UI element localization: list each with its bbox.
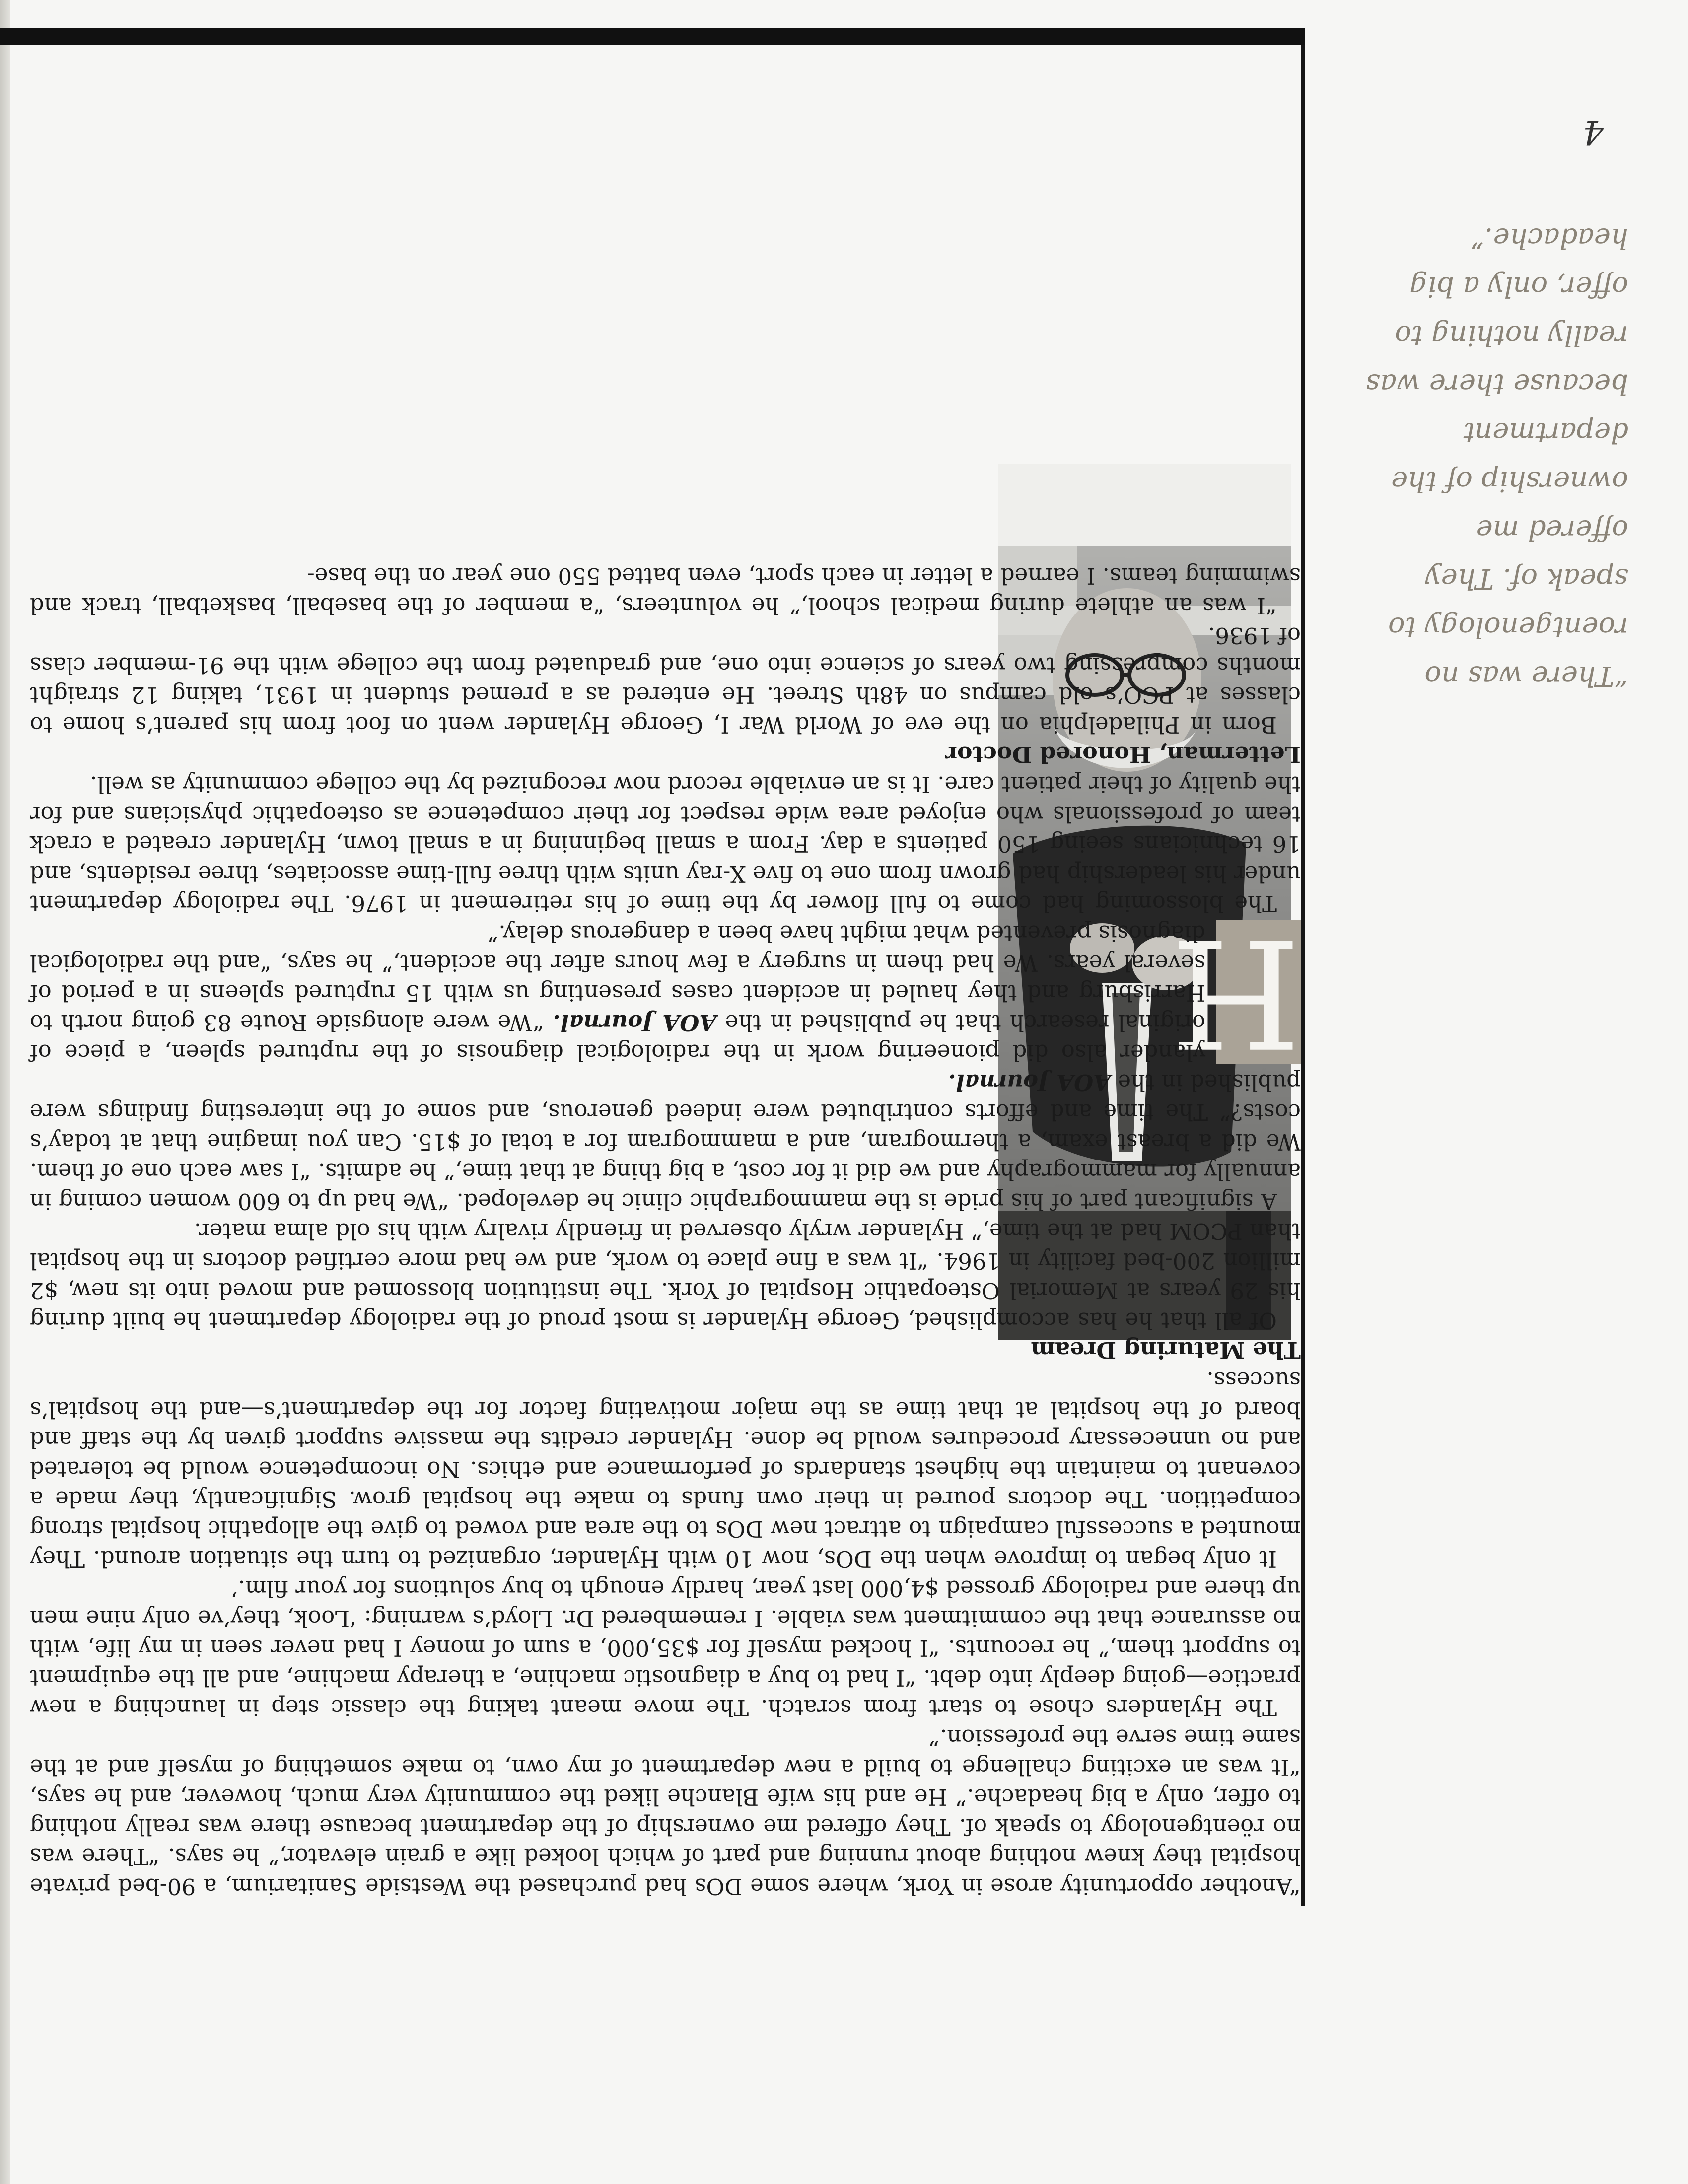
paragraph: It only began to improve when the DOs, now 10 with Hylander, organized to turn the situation around. They mounted a successful campaign to attract new DOs to the area and vowed to give the allopathic hospital strong competition. The doctors poured in their own funds to make the hospital grow. Significantly, they made a covenant to maintain the highest standards of performance and ethics. No incompetence would be tolerated and no unnecessary procedures would be done. Hylander credits the massive support given by the staff and board of the hospital at that time as the major motivating factor for the department’s—and the hospital’s success. xyxy=(30,1367,1301,1572)
paragraph: The Hylanders chose to start from scratch. The move meant taking the classic step in launching a new practice—going deeply into debt. “I had to buy a diagnostic machine, a therapy machine, and all the equipment to support them,” he recounts. “I hocked myself for $35,000, a sum of money I had never seen in my life, with no assurance that the commitment was viable. I remembered Dr. Lloyd’s warning: ‘Look, they’ve only nine men up there and radiology grossed $4,000 last year, hardly enough to buy solutions for your film.’ xyxy=(30,1575,1301,1721)
paragraph: Of all that he has accomplished, George Hylander is most proud of the radiology department he built during his 29 years at Memorial Osteopathic Hospital of York. The institution blossomed and moved into its new, $2 million 200-bed facility in 1964. “It was a fine place to work, and we had more certified doctors in the hospital than PCOM had at the time,” Hylander wryly observed in friendly rivalry with his old alma mater. xyxy=(30,1218,1301,1334)
page-number: 4 xyxy=(1583,113,1604,151)
paragraph: “I was an athlete during medical school,” he volunteers, “a member of the baseball, basketball, track and swimming teams. I earned a letter in each sport, even batted 550 one year on the base- xyxy=(30,563,1301,619)
paragraph: “Another opportunity arose in York, where some DOs had purchased the Westside Sanitarium, a 90-bed private hospital they knew nothing about running and part of which looked like a grain elevator,” he says. “There was no röentgenology to speak of. They offered me ownership of the department because there was really nothing to offer, only a big headache.” He and his wife Blanche liked the community very much, however, and he says, “It was an exciting challenge to build a new department of my own, to make something of myself and at the same time serve the profession.” xyxy=(30,1724,1301,1900)
paragraph: Born in Philadelphia on the eve of World War I, George Hylander went on foot from his parent’s home to classes at PCO’s old campus on 48th Street. He entered as a premed student in 1931, taking 12 straight months compressing two years of science into one, and graduated from the college with the 91-member class of 1936. xyxy=(30,622,1301,738)
paragraph xyxy=(30,1067,1301,1216)
journal-name: AOA Journal. xyxy=(553,1010,717,1036)
paragraph-text: ylander also did pioneering work in the radiological diagnosis of the ruptured spleen, a piece of original research that he published in the xyxy=(30,1010,1205,1066)
paragraph xyxy=(30,906,1301,1079)
section-heading: Letterman, Honored Doctor xyxy=(945,741,1301,768)
margin-rule-horizontal xyxy=(0,28,1305,45)
page-edge-shadow xyxy=(0,0,10,2184)
article-body xyxy=(30,65,1301,1901)
margin-rule-vertical xyxy=(1301,30,1305,1906)
paragraph-text: A significant part of his pride is the mammographic clinic he developed. “We had up to 600 women coming in annually for mammography and we did it for cost, a big thing at that time,” he admits. “I saw each one of them. We did a breast exam, a thermogram, and a mammogram for a total of $15. Can you imagine that at today’s costs?” The time and efforts contributed were indeed generous, and some of the interesting findings were published in the xyxy=(30,1069,1301,1215)
drop-cap: H xyxy=(1171,906,1301,1079)
section-heading: The Maturing Dream xyxy=(1031,1337,1301,1364)
journal-name: AOA Journal. xyxy=(948,1069,1111,1095)
paragraph-text: “We were alongside Route 83 going north to Harrisburg and they hauled in accident cases presenting us with 15 ruptured spleens in a period of several years. We had them in surgery a few hours after the accident,” he says, “and the radiological diagnosis prevented what might have been a dangerous delay.” xyxy=(30,920,1205,1036)
paragraph: The blossoming had come to full flower by the time of his retirement in 1976. The radiology department under his leadership had grown from one to five X-ray units with three full-time associates, three residents, and 16 technicians seeing 150 patients a day. From a small beginning in a small town, Hylander created a crack team of professionals who enjoyed area wide respect for their competence as osteopathic physicians and for the quality of their patient care. It is an enviable record now recognized by the college community as well. xyxy=(30,771,1301,917)
pull-quote: “There was no roentgenology to speak of. They offered me ownership of the department because there was really nothing to offer, only a big headache.” xyxy=(1366,222,1628,692)
